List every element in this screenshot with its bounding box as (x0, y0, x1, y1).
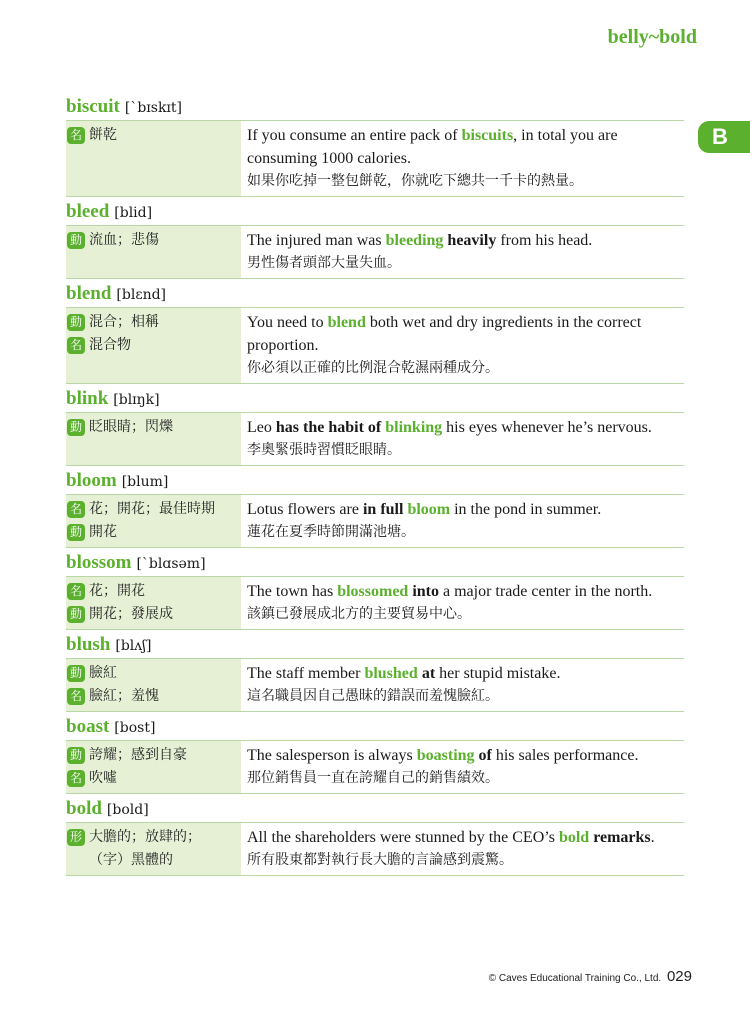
highlighted-word: blossomed (337, 583, 409, 600)
sentence-text: , in total you are consuming 1000 calories. (247, 127, 618, 167)
senses-column (66, 226, 241, 278)
pronunciation: [blɪŋk] (113, 392, 160, 408)
part-of-speech-badge: 名 (67, 688, 85, 705)
entry-boast (66, 714, 684, 794)
pronunciation: [ˋbɪskɪt] (124, 100, 182, 116)
pronunciation: [bold] (106, 802, 149, 818)
sentence-text: You need to (247, 314, 328, 331)
entry-head (66, 281, 684, 307)
entry-head (66, 796, 684, 822)
part-of-speech-badge: 動 (67, 314, 85, 331)
example-column (241, 121, 684, 196)
gloss: 混合物 (89, 337, 131, 353)
sentence-text: . (650, 829, 655, 846)
entry-list (66, 92, 684, 876)
senses-column (66, 308, 241, 383)
highlighted-word: boasting (416, 747, 475, 764)
sentence-text: All the shareholders were stunned by the CEO’s (247, 829, 559, 846)
entry-bleed (66, 199, 684, 279)
example-sentence (247, 229, 684, 252)
entry-blink (66, 386, 684, 466)
gloss: 吹噓 (89, 770, 117, 786)
senses-column (66, 823, 241, 875)
translation: 蓮花在夏季時節開滿池塘。 (247, 524, 415, 540)
headword: blend (66, 283, 112, 304)
translation: 男性傷者頭部大量失血。 (247, 255, 401, 271)
headword: bold (66, 798, 102, 819)
senses-column (66, 577, 241, 629)
sense (66, 229, 241, 252)
highlighted-word: bleeding (385, 232, 444, 249)
headword: bloom (66, 470, 117, 491)
sense (66, 826, 241, 872)
bold-phrase: into (412, 583, 439, 600)
example-sentence (247, 498, 684, 521)
headword: blush (66, 634, 111, 655)
headword: blossom (66, 552, 132, 573)
sense (66, 580, 241, 603)
sentence-text: Leo (247, 419, 276, 436)
section-tab-b: B (698, 121, 750, 153)
bold-phrase: has the habit of (275, 419, 382, 436)
headword: boast (66, 716, 110, 737)
headword: biscuit (66, 96, 120, 117)
entry-head (66, 94, 684, 120)
example-column (241, 741, 684, 793)
senses-column (66, 121, 241, 196)
pronunciation: [blid] (114, 205, 153, 221)
gloss: 開花；發展成 (89, 606, 173, 622)
gloss: 花；開花；最佳時期 (89, 501, 215, 517)
bold-phrase: of (478, 747, 492, 764)
part-of-speech-badge: 動 (67, 665, 85, 682)
example-column (241, 413, 684, 465)
sense (66, 662, 241, 685)
entry-row (66, 225, 684, 279)
translation: 李奧緊張時習慣眨眼睛。 (247, 442, 401, 458)
highlighted-word: bloom (407, 501, 451, 518)
sentence-text: The salesperson is always (247, 747, 417, 764)
gloss: 混合；相稱 (89, 314, 159, 330)
example-sentence (247, 826, 684, 849)
part-of-speech-badge: 名 (67, 337, 85, 354)
entry-bloom (66, 468, 684, 548)
gloss: 餅乾 (89, 127, 117, 143)
translation: 那位銷售員一直在誇耀自己的銷售績效。 (247, 770, 499, 786)
gloss: 開花 (89, 524, 117, 540)
part-of-speech-badge: 動 (67, 524, 85, 541)
senses-column (66, 741, 241, 793)
entry-head (66, 550, 684, 576)
example-sentence (247, 124, 684, 170)
gloss: 誇耀；感到自豪 (89, 747, 187, 763)
example-column (241, 226, 684, 278)
example-column (241, 308, 684, 383)
copyright-text: © Caves Educational Training Co., Ltd. (488, 973, 662, 984)
example-sentence (247, 662, 684, 685)
entry-head (66, 632, 684, 658)
example-column (241, 577, 684, 629)
sentence-text: his eyes whenever he’s nervous. (442, 419, 652, 436)
translation: 這名職員因自己愚昧的錯誤而羞愧臉紅。 (247, 688, 499, 704)
sense (66, 311, 241, 334)
page-header-range: belly~bold (607, 26, 697, 48)
highlighted-word: bold (558, 829, 590, 846)
entry-blend (66, 281, 684, 384)
part-of-speech-badge: 名 (67, 501, 85, 518)
entry-row (66, 740, 684, 794)
sentence-text: The staff member (247, 665, 365, 682)
example-column (241, 495, 684, 547)
bold-phrase: remarks (593, 829, 651, 846)
part-of-speech-badge: 動 (67, 232, 85, 249)
entry-row (66, 822, 684, 876)
pronunciation: [blum] (121, 474, 169, 490)
example-sentence (247, 744, 684, 767)
sentence-text: The town has (247, 583, 338, 600)
entry-row (66, 576, 684, 630)
part-of-speech-badge: 名 (67, 583, 85, 600)
sense (66, 603, 241, 626)
example-column (241, 659, 684, 711)
sentence-text: both wet and dry ingredients in the correct proportion. (247, 314, 642, 354)
senses-column (66, 495, 241, 547)
example-sentence (247, 311, 684, 357)
sentence-text: The injured man was (247, 232, 386, 249)
entry-head (66, 468, 684, 494)
entry-row (66, 120, 684, 197)
bold-phrase: heavily (447, 232, 497, 249)
sentence-text: a major trade center in the north. (439, 583, 653, 600)
page-number: 029 (666, 968, 692, 985)
part-of-speech-badge: 動 (67, 747, 85, 764)
highlighted-word: blinking (385, 419, 443, 436)
pronunciation: [ˋblɑsəm] (136, 556, 206, 572)
page-footer (489, 968, 692, 985)
sentence-text: in the pond in summer. (450, 501, 602, 518)
part-of-speech-badge: 名 (67, 127, 85, 144)
senses-column (66, 659, 241, 711)
part-of-speech-badge: 動 (67, 419, 85, 436)
entry-row (66, 494, 684, 548)
sense (66, 124, 241, 147)
entry-head (66, 714, 684, 740)
translation: 如果你吃掉一整包餅乾，你就吃下總共一千卡的熱量。 (247, 173, 583, 189)
part-of-speech-badge: 名 (67, 770, 85, 787)
entry-head (66, 386, 684, 412)
sentence-text: Lotus flowers are (247, 501, 363, 518)
entry-blush (66, 632, 684, 712)
gloss: 臉紅 (89, 665, 117, 681)
translation: 你必須以正確的比例混合乾濕兩種成分。 (247, 360, 499, 376)
sentence-text: If you consume an entire pack of (247, 127, 462, 144)
entry-row (66, 658, 684, 712)
translation: 所有股東都對執行長大膽的言論感到震驚。 (247, 852, 513, 868)
gloss: 大膽的；放肆的； （字）黑體的 (89, 829, 201, 868)
entry-biscuit (66, 94, 684, 197)
gloss: 花；開花 (89, 583, 145, 599)
sentence-text: his sales performance. (491, 747, 639, 764)
gloss: 流血；悲傷 (89, 232, 159, 248)
entry-bold (66, 796, 684, 876)
example-column (241, 823, 684, 875)
highlighted-word: blend (327, 314, 366, 331)
entry-row (66, 412, 684, 466)
pronunciation: [blʌʃ] (115, 638, 152, 654)
translation: 該鎮已發展成北方的主要貿易中心。 (247, 606, 471, 622)
bold-phrase: in full (362, 501, 404, 518)
entry-head (66, 199, 684, 225)
highlighted-word: blushed (364, 665, 418, 682)
entry-blossom (66, 550, 684, 630)
pronunciation: [blɛnd] (116, 287, 167, 303)
headword: blink (66, 388, 109, 409)
bold-phrase: at (421, 665, 436, 682)
sense (66, 521, 241, 544)
gloss: 眨眼睛；閃爍 (89, 419, 173, 435)
senses-column (66, 413, 241, 465)
sense (66, 767, 241, 790)
part-of-speech-badge: 形 (67, 829, 85, 846)
sentence-text: her stupid mistake. (435, 665, 561, 682)
sentence-text: from his head. (496, 232, 593, 249)
sense (66, 744, 241, 767)
sense (66, 416, 241, 439)
gloss: 臉紅；羞愧 (89, 688, 159, 704)
highlighted-word: biscuits (461, 127, 514, 144)
sense (66, 685, 241, 708)
sense (66, 498, 241, 521)
pronunciation: [bost] (114, 720, 156, 736)
sense (66, 334, 241, 357)
headword: bleed (66, 201, 110, 222)
entry-row (66, 307, 684, 384)
example-sentence (247, 416, 684, 439)
example-sentence (247, 580, 684, 603)
part-of-speech-badge: 動 (67, 606, 85, 623)
